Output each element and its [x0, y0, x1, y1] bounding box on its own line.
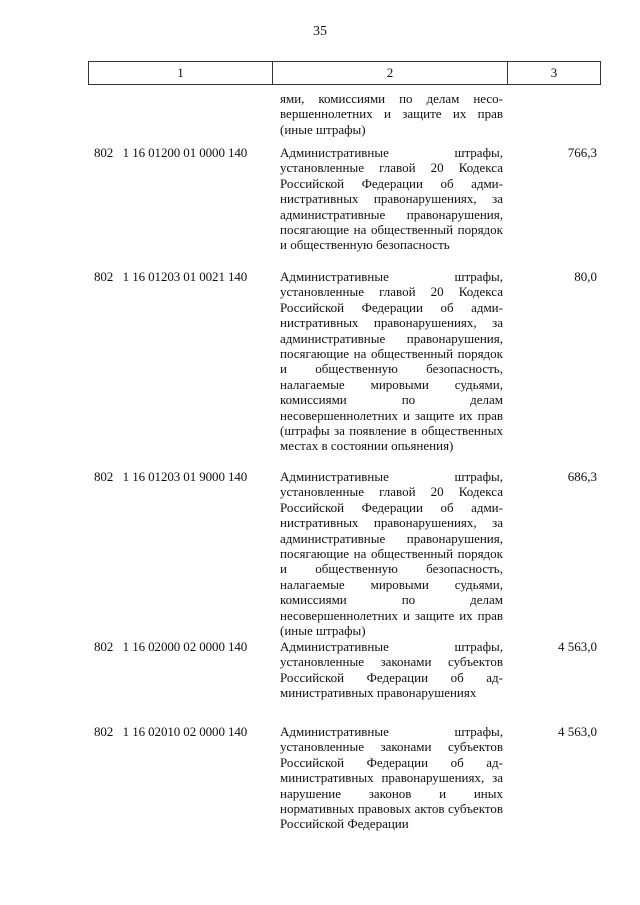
row-code: [94, 269, 247, 284]
row-code: [94, 639, 247, 654]
admin-code: 802: [94, 145, 114, 160]
row-description: Административные штрафы, установленные главой 20 Кодекса Российской Федерации об административных правонарушениях, за административные правонарушения, посягающие на общественный порядок и общественную безопасность: [280, 145, 503, 253]
admin-code: 802: [94, 469, 114, 484]
kbk-code: 1 16 01203 01 9000 140: [122, 469, 248, 484]
row-amount: 80,0: [574, 269, 597, 284]
row-description: Административные штрафы, установленные главой 20 Кодекса Российской Федерации об административных правонарушениях, за административные правонарушения, посягающие на общественный порядок и общественную безопасность, налагаемые мировыми судьями, комиссиями по делам несовершеннолетних и защите их прав (иные штрафы): [280, 469, 503, 639]
kbk-code: 1 16 01200 01 0000 140: [122, 145, 248, 160]
row-description: Административные штрафы, установленные законами субъектов Российской Федерации об административных правонарушениях, за нарушение законов и иных нормативных правовых актов субъектов Российской Федерации: [280, 724, 503, 832]
admin-code: 802: [94, 269, 114, 284]
table-header: [88, 61, 601, 85]
row-code: [94, 724, 247, 739]
admin-code: 802: [94, 639, 114, 654]
row-description: Административные штрафы, установленные главой 20 Кодекса Российской Федерации об административных правонарушениях, за административные правонарушения, посягающие на общественный порядок и общественную безопасность, налагаемые мировыми судьями, комиссиями по делам несовершеннолетних и защите их прав (штрафы за появление в общественных местах в состоянии опьянения): [280, 269, 503, 454]
header-col-2: 2: [273, 62, 508, 84]
kbk-code: 1 16 01203 01 0021 140: [122, 269, 248, 284]
admin-code: 802: [94, 724, 114, 739]
kbk-code: 1 16 02000 02 0000 140: [122, 639, 248, 654]
header-col-1: 1: [89, 62, 273, 84]
row-amount: 686,3: [567, 469, 597, 484]
row-code: [94, 145, 247, 160]
header-col-3: 3: [550, 65, 558, 80]
row-amount: 766,3: [567, 145, 597, 160]
continuation-text: ями, комиссиями по делам несовершеннолетних и защите их прав (иные штрафы): [280, 91, 503, 137]
page-number: 35: [313, 24, 327, 39]
row-code: [94, 469, 247, 484]
row-amount: 4 563,0: [558, 639, 597, 654]
kbk-code: 1 16 02010 02 0000 140: [122, 724, 248, 739]
row-amount: 4 563,0: [558, 724, 597, 739]
row-description: Административные штрафы, установленные законами субъектов Российской Федерации об административных правонарушениях: [280, 639, 503, 701]
